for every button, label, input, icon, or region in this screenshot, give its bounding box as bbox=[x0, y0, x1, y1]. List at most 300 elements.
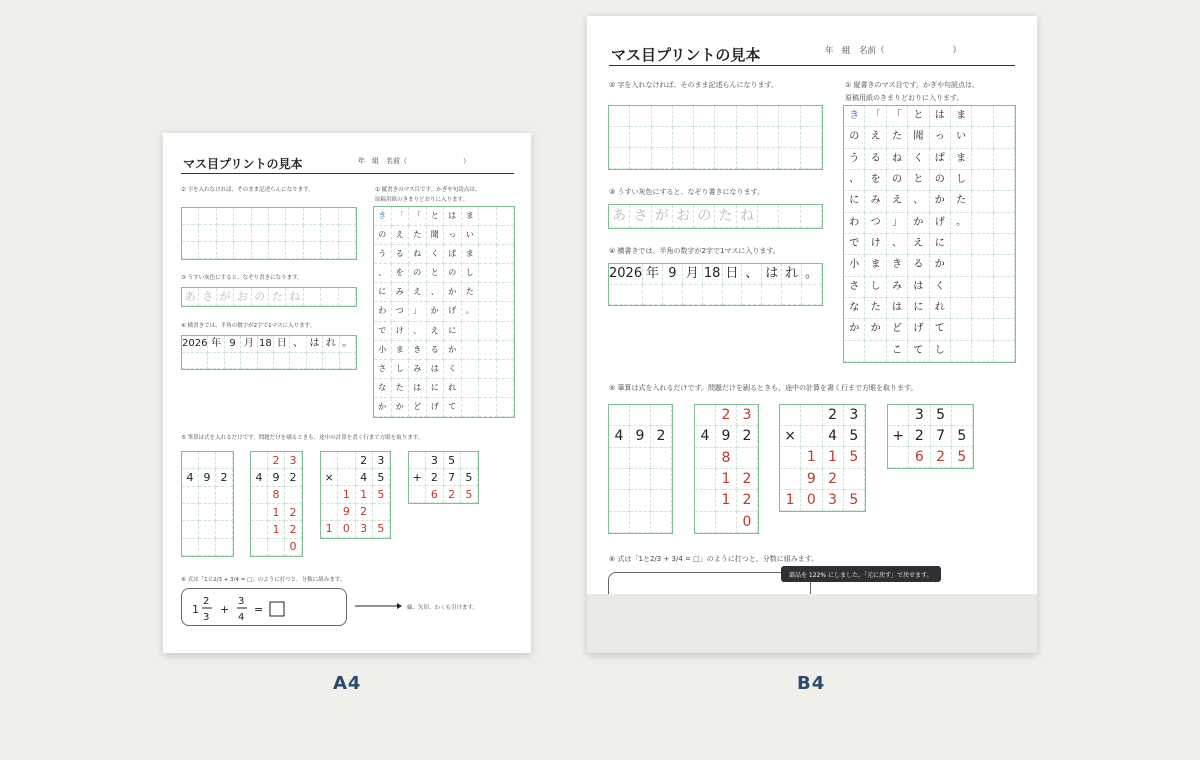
grid-cell: 3 bbox=[373, 452, 390, 469]
grid-cell bbox=[321, 208, 338, 225]
vertical-writing-grid[interactable] bbox=[373, 206, 515, 418]
grid-cell bbox=[182, 539, 199, 556]
grid-cell bbox=[321, 225, 338, 242]
grid-cell: る bbox=[427, 341, 445, 360]
grid-cell: 3 bbox=[844, 405, 865, 426]
grid-cell bbox=[758, 148, 779, 169]
grid-cell bbox=[182, 208, 199, 225]
grid-cell bbox=[801, 426, 822, 447]
grid-cell bbox=[652, 106, 673, 127]
grid-cell bbox=[801, 405, 822, 426]
grid-cell: 1 bbox=[823, 447, 844, 468]
grid-cell bbox=[782, 285, 802, 306]
multiplication-grid[interactable] bbox=[320, 451, 391, 539]
grid-cell bbox=[479, 322, 497, 341]
grid-cell: 8 bbox=[268, 487, 285, 504]
grid-cell bbox=[182, 452, 199, 469]
grid-cell bbox=[630, 448, 651, 469]
grid-cell bbox=[695, 448, 716, 469]
date-grid[interactable] bbox=[608, 263, 823, 306]
grid-cell: 9 bbox=[630, 426, 651, 447]
grid-cell: み bbox=[409, 360, 427, 379]
grid-cell bbox=[952, 405, 973, 426]
grid-cell bbox=[972, 106, 993, 127]
grid-cell: 、 bbox=[374, 264, 392, 283]
grid-cell bbox=[497, 207, 515, 226]
division-grid-1[interactable] bbox=[181, 451, 234, 557]
grid-cell: に bbox=[444, 322, 462, 341]
grid-cell bbox=[865, 341, 886, 362]
note-1: ① 縦書きのマス目です。かぎや句読点は、 bbox=[375, 187, 481, 193]
grid-cell: 「 bbox=[865, 106, 886, 127]
grid-cell: て bbox=[930, 319, 951, 340]
grid-cell bbox=[609, 490, 630, 511]
grid-cell bbox=[609, 469, 630, 490]
grid-cell bbox=[972, 127, 993, 148]
grid-cell bbox=[461, 452, 478, 469]
grid-cell: 5 bbox=[844, 447, 865, 468]
grid-cell: ぱ bbox=[444, 245, 462, 264]
grid-cell: の bbox=[444, 264, 462, 283]
fraction-box[interactable] bbox=[181, 588, 347, 626]
grid-cell: 4 bbox=[823, 426, 844, 447]
grid-cell: 2 bbox=[356, 504, 373, 521]
grid-cell bbox=[290, 353, 306, 370]
grid-cell bbox=[762, 285, 782, 306]
grid-cell: と bbox=[427, 264, 445, 283]
grid-cell: の bbox=[409, 264, 427, 283]
grid-cell: 2 bbox=[216, 469, 233, 486]
grid-cell: げ bbox=[444, 302, 462, 321]
grid-cell bbox=[258, 353, 274, 370]
grid-cell: し bbox=[930, 341, 951, 362]
grid-cell: た bbox=[715, 205, 736, 228]
grid-cell bbox=[972, 277, 993, 298]
grid-cell bbox=[652, 148, 673, 169]
grid-cell bbox=[182, 353, 208, 370]
grid-cell: て bbox=[908, 341, 929, 362]
grid-cell: 1 bbox=[780, 490, 801, 511]
grid-cell bbox=[888, 447, 909, 468]
grid-cell: 3 bbox=[356, 521, 373, 538]
note-3: ③ うすい灰色にすると、なぞり書きになります。 bbox=[181, 275, 303, 281]
grid-cell: 9 bbox=[338, 504, 355, 521]
grid-cell: 年 bbox=[208, 336, 224, 353]
grid-cell bbox=[199, 487, 216, 504]
grid-cell: 1 bbox=[338, 486, 355, 503]
grid-cell: き bbox=[374, 207, 392, 226]
grid-cell bbox=[630, 106, 651, 127]
grid-cell bbox=[304, 288, 321, 306]
blank-writing-grid[interactable] bbox=[608, 105, 823, 170]
grid-cell: か bbox=[930, 191, 951, 212]
note-6: ⑥ 式は「1と2/3 + 3/4 = □」のように打つと、分数に組みます。 bbox=[609, 555, 819, 563]
grid-cell: た bbox=[269, 288, 286, 306]
grid-cell: は bbox=[930, 106, 951, 127]
grid-cell bbox=[321, 504, 338, 521]
grid-cell: か bbox=[374, 398, 392, 417]
grid-cell bbox=[673, 106, 694, 127]
grid-cell: た bbox=[409, 226, 427, 245]
grid-cell: い bbox=[951, 127, 972, 148]
grid-cell bbox=[268, 539, 285, 556]
grid-cell: 1 bbox=[268, 504, 285, 521]
grid-cell: 2 bbox=[285, 469, 302, 486]
division-grid-1[interactable] bbox=[608, 404, 673, 534]
grid-cell bbox=[715, 106, 736, 127]
grid-cell bbox=[285, 487, 302, 504]
grid-cell: 2 bbox=[909, 426, 930, 447]
grid-cell: い bbox=[462, 226, 480, 245]
note-4: ④ 横書きでは、半角の数字が2字で1マスに入ります。 bbox=[181, 323, 316, 329]
trace-grid[interactable] bbox=[608, 204, 823, 229]
grid-cell bbox=[994, 170, 1015, 191]
grid-cell: と bbox=[427, 207, 445, 226]
grid-cell: 2 bbox=[285, 521, 302, 538]
grid-cell bbox=[497, 341, 515, 360]
addition-grid[interactable] bbox=[887, 404, 974, 469]
grid-cell: お bbox=[673, 205, 694, 228]
note-5: ⑤ 筆算は式を入れるだけです。問題だけを刷るときも、途中の計算を書く行まで方眼を取ります。 bbox=[609, 384, 918, 392]
grid-cell: え bbox=[427, 322, 445, 341]
grid-cell: 0 bbox=[285, 539, 302, 556]
grid-cell: 9 bbox=[268, 469, 285, 486]
grid-cell bbox=[695, 405, 716, 426]
grid-cell: 日 bbox=[274, 336, 290, 353]
grid-cell bbox=[307, 353, 323, 370]
grid-cell: 5 bbox=[952, 426, 973, 447]
grid-cell bbox=[673, 127, 694, 148]
grid-cell: 2026 bbox=[609, 264, 643, 285]
grid-cell: れ bbox=[323, 336, 339, 353]
grid-cell: き bbox=[887, 255, 908, 276]
sheet-title: マス目プリントの見本 bbox=[183, 157, 303, 171]
grid-cell: は bbox=[762, 264, 782, 285]
grid-cell bbox=[479, 283, 497, 302]
grid-cell bbox=[269, 208, 286, 225]
grid-cell bbox=[339, 208, 356, 225]
grid-cell: え bbox=[409, 283, 427, 302]
grid-cell bbox=[217, 208, 234, 225]
grid-cell bbox=[199, 452, 216, 469]
grid-cell: 5 bbox=[931, 405, 952, 426]
grid-cell bbox=[304, 208, 321, 225]
grid-cell: 3 bbox=[426, 452, 443, 469]
grid-cell: か bbox=[392, 398, 410, 417]
grid-cell: 6 bbox=[426, 486, 443, 503]
grid-cell: × bbox=[321, 469, 338, 486]
grid-cell bbox=[304, 225, 321, 242]
grid-cell bbox=[651, 469, 672, 490]
grid-cell: か bbox=[930, 255, 951, 276]
grid-cell: は bbox=[409, 379, 427, 398]
grid-cell bbox=[683, 285, 703, 306]
sheet-title: マス目プリントの見本 bbox=[611, 46, 761, 64]
grid-cell bbox=[479, 264, 497, 283]
grid-cell: の bbox=[930, 170, 951, 191]
grid-cell bbox=[462, 341, 480, 360]
grid-cell bbox=[338, 469, 355, 486]
svg-text:3: 3 bbox=[238, 596, 245, 607]
grid-cell: 9 bbox=[716, 426, 737, 447]
grid-cell: ね bbox=[737, 205, 758, 228]
grid-cell: 9 bbox=[199, 469, 216, 486]
grid-cell bbox=[951, 298, 972, 319]
grid-cell: 5 bbox=[373, 486, 390, 503]
grid-cell: ま bbox=[462, 207, 480, 226]
grid-cell bbox=[286, 208, 303, 225]
grid-cell: ま bbox=[462, 245, 480, 264]
grid-cell: 9 bbox=[663, 264, 683, 285]
grid-cell: え bbox=[392, 226, 410, 245]
grid-cell bbox=[844, 341, 865, 362]
grid-cell: の bbox=[844, 127, 865, 148]
grid-cell: は bbox=[427, 360, 445, 379]
grid-cell: か bbox=[844, 319, 865, 340]
grid-cell bbox=[951, 234, 972, 255]
note-1: ① 縦書きのマス目です。かぎや句読点は、 bbox=[845, 81, 979, 89]
grid-cell: か bbox=[427, 302, 445, 321]
grid-cell: 9 bbox=[225, 336, 241, 353]
grid-cell: 1 bbox=[321, 521, 338, 538]
grid-cell: か bbox=[865, 319, 886, 340]
grid-cell: 、 bbox=[844, 170, 865, 191]
grid-cell bbox=[462, 398, 480, 417]
division-grid-2[interactable] bbox=[250, 451, 303, 557]
grid-cell: 、 bbox=[908, 191, 929, 212]
grid-cell: に bbox=[427, 379, 445, 398]
grid-cell: た bbox=[392, 379, 410, 398]
grid-cell: の bbox=[374, 226, 392, 245]
grid-cell bbox=[216, 452, 233, 469]
grid-cell bbox=[497, 264, 515, 283]
grid-cell bbox=[715, 148, 736, 169]
grid-cell bbox=[182, 225, 199, 242]
grid-cell: を bbox=[392, 264, 410, 283]
grid-cell bbox=[994, 255, 1015, 276]
trace-grid[interactable] bbox=[181, 287, 357, 307]
grid-cell bbox=[208, 353, 224, 370]
grid-cell: る bbox=[865, 149, 886, 170]
grid-cell: 2 bbox=[444, 486, 461, 503]
grid-cell: ま bbox=[392, 341, 410, 360]
grid-cell bbox=[609, 106, 630, 127]
grid-cell: っ bbox=[444, 226, 462, 245]
grid-cell: + bbox=[888, 426, 909, 447]
grid-cell: し bbox=[392, 360, 410, 379]
grid-cell: 5 bbox=[444, 452, 461, 469]
grid-cell bbox=[994, 341, 1015, 362]
grid-cell bbox=[643, 285, 663, 306]
grid-cell: み bbox=[865, 191, 886, 212]
grid-cell: る bbox=[392, 245, 410, 264]
svg-text:4: 4 bbox=[238, 612, 245, 623]
grid-cell: つ bbox=[865, 213, 886, 234]
svg-text:+: + bbox=[220, 603, 230, 616]
grid-cell: く bbox=[908, 149, 929, 170]
grid-cell: ど bbox=[409, 398, 427, 417]
grid-cell: の bbox=[887, 170, 908, 191]
grid-cell: て bbox=[444, 398, 462, 417]
grid-cell bbox=[994, 106, 1015, 127]
grid-cell: 。 bbox=[802, 264, 822, 285]
multiplication-grid[interactable] bbox=[779, 404, 866, 512]
grid-cell: か bbox=[444, 341, 462, 360]
grid-cell: 0 bbox=[338, 521, 355, 538]
grid-cell: 4 bbox=[609, 426, 630, 447]
grid-cell: た bbox=[462, 283, 480, 302]
grid-cell bbox=[609, 148, 630, 169]
grid-cell: れ bbox=[930, 298, 951, 319]
grid-cell: ね bbox=[409, 245, 427, 264]
svg-text:1: 1 bbox=[192, 603, 199, 616]
grid-cell: れ bbox=[444, 379, 462, 398]
grid-cell bbox=[373, 504, 390, 521]
grid-cell bbox=[758, 106, 779, 127]
grid-cell bbox=[694, 106, 715, 127]
grid-cell bbox=[339, 242, 356, 259]
grid-cell: 聞 bbox=[908, 127, 929, 148]
grid-cell bbox=[630, 405, 651, 426]
grid-cell bbox=[409, 486, 426, 503]
grid-cell: た bbox=[887, 127, 908, 148]
blank-writing-grid[interactable] bbox=[181, 207, 357, 260]
grid-cell bbox=[951, 277, 972, 298]
grid-cell: 」 bbox=[409, 302, 427, 321]
grid-cell: 2 bbox=[737, 490, 758, 511]
grid-cell bbox=[199, 504, 216, 521]
a4-sheet[interactable] bbox=[163, 133, 531, 653]
grid-cell bbox=[694, 127, 715, 148]
grid-cell: 2 bbox=[651, 426, 672, 447]
grid-cell bbox=[994, 234, 1015, 255]
grid-cell: 3 bbox=[285, 452, 302, 469]
addition-grid[interactable] bbox=[408, 451, 479, 504]
grid-cell: 7 bbox=[444, 469, 461, 486]
grid-cell bbox=[609, 405, 630, 426]
grid-cell: 3 bbox=[909, 405, 930, 426]
grid-cell bbox=[779, 148, 800, 169]
grid-cell: わ bbox=[374, 302, 392, 321]
grid-cell bbox=[695, 490, 716, 511]
grid-cell: 5 bbox=[373, 521, 390, 538]
grid-cell bbox=[182, 487, 199, 504]
grid-cell bbox=[286, 242, 303, 259]
grid-cell bbox=[234, 225, 251, 242]
grid-cell bbox=[479, 341, 497, 360]
grid-cell: の bbox=[252, 288, 269, 306]
grid-cell: け bbox=[392, 322, 410, 341]
grid-cell bbox=[462, 322, 480, 341]
grid-cell: 日 bbox=[723, 264, 743, 285]
grid-cell bbox=[609, 512, 630, 533]
grid-cell: 6 bbox=[909, 447, 930, 468]
grid-cell bbox=[251, 521, 268, 538]
vertical-writing-grid[interactable] bbox=[843, 105, 1016, 363]
grid-cell: か bbox=[908, 213, 929, 234]
grid-cell bbox=[462, 360, 480, 379]
grid-cell: ね bbox=[887, 149, 908, 170]
grid-cell: 月 bbox=[241, 336, 257, 353]
grid-cell bbox=[673, 148, 694, 169]
grid-cell: 2 bbox=[268, 452, 285, 469]
grid-cell bbox=[972, 298, 993, 319]
grid-cell bbox=[723, 285, 743, 306]
grid-cell: で bbox=[374, 322, 392, 341]
grid-cell: 1 bbox=[268, 521, 285, 538]
grid-cell bbox=[323, 353, 339, 370]
grid-cell: さ bbox=[844, 277, 865, 298]
grid-cell bbox=[479, 245, 497, 264]
grid-cell bbox=[251, 539, 268, 556]
grid-cell: ま bbox=[951, 106, 972, 127]
grid-cell bbox=[252, 208, 269, 225]
grid-cell bbox=[652, 127, 673, 148]
grid-cell bbox=[715, 127, 736, 148]
b4-sheet[interactable] bbox=[587, 16, 1037, 653]
grid-cell bbox=[951, 255, 972, 276]
grid-cell: あ bbox=[182, 288, 199, 306]
grid-cell: く bbox=[427, 245, 445, 264]
grid-cell: げ bbox=[427, 398, 445, 417]
grid-cell bbox=[651, 405, 672, 426]
grid-cell: 2 bbox=[737, 426, 758, 447]
grid-cell bbox=[199, 225, 216, 242]
svg-text:2: 2 bbox=[203, 596, 210, 607]
grid-cell: を bbox=[865, 170, 886, 191]
grid-cell: 、 bbox=[409, 322, 427, 341]
note-1b: 原稿用紙のきまりどおりに入ります。 bbox=[375, 197, 469, 203]
grid-cell: は bbox=[307, 336, 323, 353]
grid-cell: に bbox=[908, 298, 929, 319]
grid-cell: 0 bbox=[737, 512, 758, 533]
grid-cell bbox=[780, 447, 801, 468]
grid-cell bbox=[182, 242, 199, 259]
date-grid[interactable] bbox=[181, 335, 357, 370]
grid-cell: し bbox=[951, 170, 972, 191]
grid-cell: 「 bbox=[409, 207, 427, 226]
grid-cell bbox=[321, 452, 338, 469]
grid-cell bbox=[234, 208, 251, 225]
grid-cell bbox=[251, 452, 268, 469]
grid-cell: み bbox=[392, 283, 410, 302]
overflow-mask bbox=[587, 594, 1037, 653]
grid-cell bbox=[609, 127, 630, 148]
grid-cell: つ bbox=[392, 302, 410, 321]
grid-cell bbox=[779, 106, 800, 127]
grid-cell: げ bbox=[908, 319, 929, 340]
grid-cell bbox=[972, 234, 993, 255]
grid-cell bbox=[663, 285, 683, 306]
grid-cell bbox=[994, 191, 1015, 212]
grid-cell bbox=[801, 127, 822, 148]
grid-cell: 1 bbox=[716, 490, 737, 511]
grid-cell: 4 bbox=[182, 469, 199, 486]
grid-cell bbox=[479, 379, 497, 398]
grid-cell: × bbox=[780, 426, 801, 447]
grid-cell bbox=[409, 452, 426, 469]
grid-cell bbox=[801, 106, 822, 127]
grid-cell bbox=[972, 341, 993, 362]
grid-cell bbox=[802, 285, 822, 306]
division-grid-2[interactable] bbox=[694, 404, 759, 534]
grid-cell: 2 bbox=[823, 405, 844, 426]
grid-cell bbox=[497, 302, 515, 321]
grid-cell: 18 bbox=[703, 264, 723, 285]
grid-cell: 、 bbox=[887, 234, 908, 255]
grid-cell bbox=[269, 225, 286, 242]
grid-cell bbox=[321, 242, 338, 259]
